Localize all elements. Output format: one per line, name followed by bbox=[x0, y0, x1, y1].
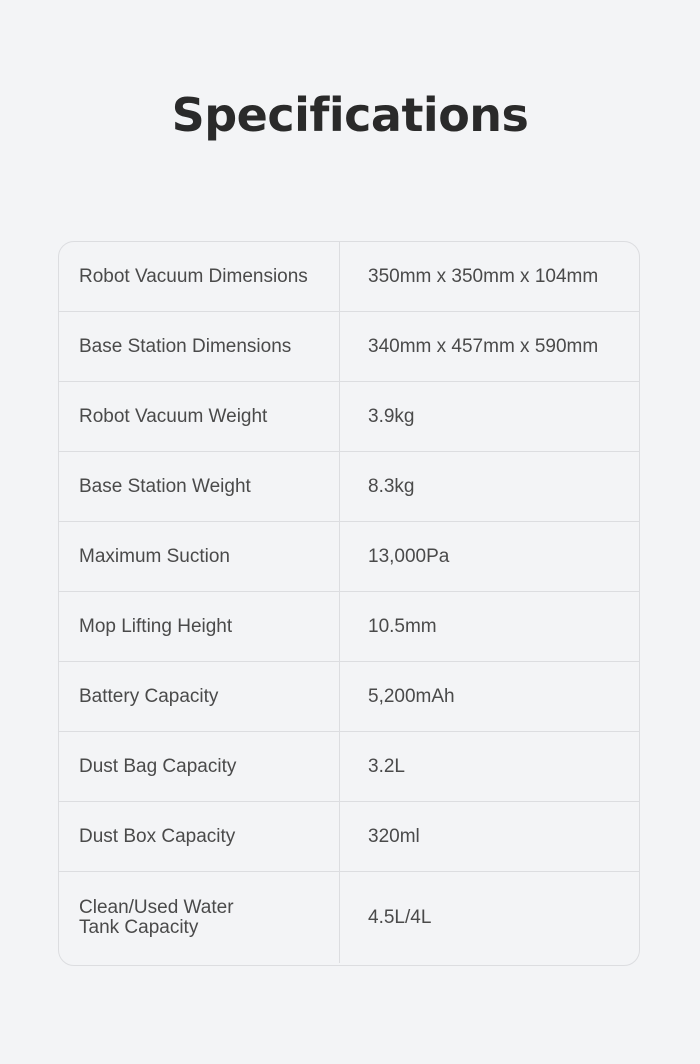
spec-value: 10.5mm bbox=[368, 615, 437, 637]
table-row bbox=[59, 592, 639, 662]
spec-label: Maximum Suction bbox=[59, 522, 340, 591]
spec-label: Clean/Used Water Tank Capacity bbox=[59, 872, 340, 963]
spec-value: 4.5L/4L bbox=[368, 906, 432, 928]
table-row bbox=[59, 522, 639, 592]
table-row bbox=[59, 312, 639, 382]
spec-label: Robot Vacuum Dimensions bbox=[59, 242, 340, 311]
spec-label: Battery Capacity bbox=[59, 662, 340, 731]
spec-value: 5,200mAh bbox=[368, 685, 455, 707]
spec-value: 3.2L bbox=[368, 755, 405, 777]
spec-label: Robot Vacuum Weight bbox=[59, 382, 340, 451]
spec-label: Mop Lifting Height bbox=[59, 592, 340, 661]
spec-value: 340mm x 457mm x 590mm bbox=[368, 335, 599, 357]
spec-value: 3.9kg bbox=[368, 405, 415, 427]
specifications-table bbox=[58, 241, 640, 966]
spec-value: 13,000Pa bbox=[368, 545, 450, 567]
table-row bbox=[59, 872, 639, 963]
spec-value: 320ml bbox=[368, 825, 420, 847]
table-row bbox=[59, 662, 639, 732]
table-row bbox=[59, 242, 639, 312]
spec-value: 350mm x 350mm x 104mm bbox=[368, 265, 599, 287]
spec-label: Dust Bag Capacity bbox=[59, 732, 340, 801]
page-title: Specifications bbox=[171, 88, 529, 142]
table-row bbox=[59, 802, 639, 872]
table-row bbox=[59, 732, 639, 802]
table-row bbox=[59, 382, 639, 452]
spec-label: Dust Box Capacity bbox=[59, 802, 340, 871]
table-row bbox=[59, 452, 639, 522]
spec-value: 8.3kg bbox=[368, 475, 415, 497]
spec-label: Base Station Weight bbox=[59, 452, 340, 521]
spec-label: Base Station Dimensions bbox=[59, 312, 340, 381]
